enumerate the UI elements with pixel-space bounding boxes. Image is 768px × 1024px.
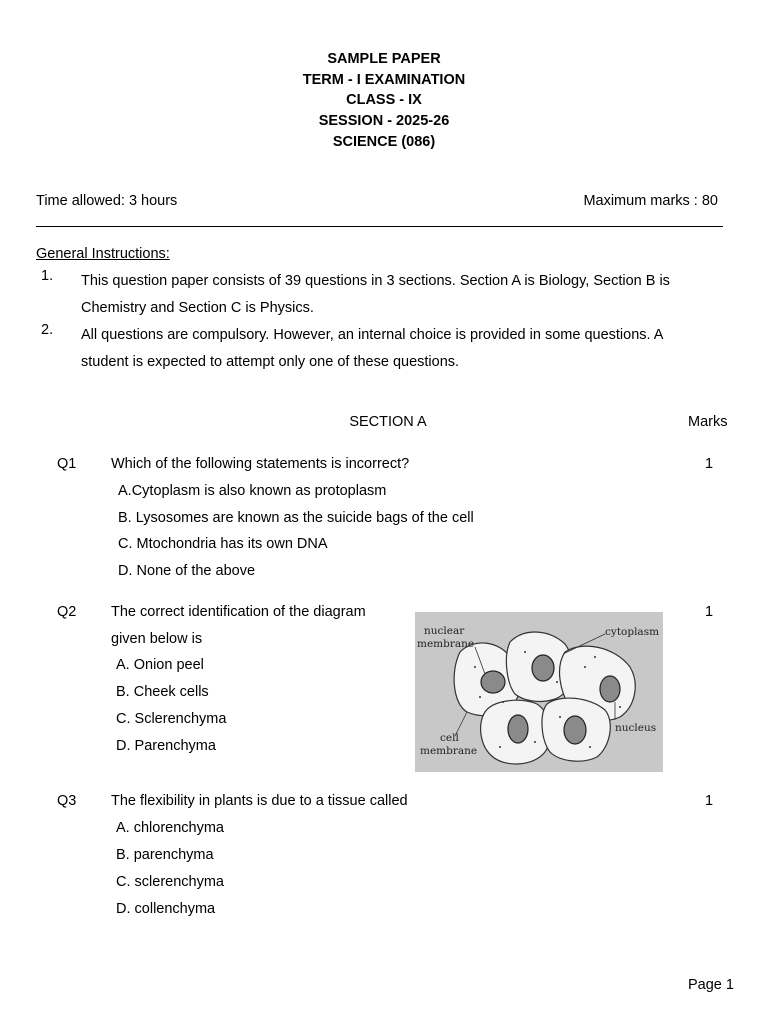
question-text: The flexibility in plants is due to a tissue called: [111, 793, 408, 809]
q1-option-c: C. Mtochondria has its own DNA: [118, 536, 328, 552]
q1-option-b: B. Lysosomes are known as the suicide bags of the cell: [118, 510, 474, 526]
nucleus-4: [508, 715, 528, 743]
label-nucleus: nucleus: [615, 722, 657, 734]
question-text: The correct identification of the diagram: [111, 604, 366, 620]
instruction-number: 1.: [41, 268, 54, 284]
question-number: Q3: [57, 793, 77, 809]
q3-option-c: C. sclerenchyma: [116, 874, 224, 890]
header-line-sample-paper: SAMPLE PAPER: [327, 51, 441, 67]
question-number: Q2: [57, 604, 77, 620]
q1-option-a: A.Cytoplasm is also known as protoplasm: [118, 483, 387, 499]
marks-header: Marks: [688, 414, 728, 430]
q3-option-b: B. parenchyma: [116, 847, 214, 863]
nucleus-5: [564, 716, 586, 744]
question-number: Q1: [57, 456, 77, 472]
instruction-text: All questions are compulsory. However, an internal choice is provided in some questions. A student is expected to attempt only one of these questions.: [81, 327, 663, 370]
question-marks: 1: [705, 793, 714, 809]
q2-option-d: D. Parenchyma: [116, 738, 216, 754]
paper-header: [0, 49, 768, 153]
q3-option-d: D. collenchyma: [116, 901, 216, 917]
q2-option-a: A. Onion peel: [116, 657, 204, 673]
header-line-subject: SCIENCE (086): [332, 133, 436, 150]
cheek-cells-diagram: [415, 612, 663, 772]
q3-option-a: A. chlorenchyma: [116, 820, 224, 836]
label-membrane-top: membrane: [417, 638, 475, 650]
page-number: Page 1: [688, 977, 734, 993]
q2-option-c: C. Sclerenchyma: [116, 711, 227, 727]
nucleus-2: [532, 655, 554, 681]
question-text: Which of the following statements is incorrect?: [111, 456, 410, 472]
nucleus-1: [481, 671, 505, 693]
nucleus-3: [600, 676, 620, 702]
q2-question-text-line-2: given below is: [111, 631, 203, 647]
question-marks: 1: [705, 456, 714, 472]
header-line-session: SESSION - 2025-26: [318, 113, 450, 130]
section-title: SECTION A: [349, 414, 427, 430]
time-allowed: Time allowed: 3 hours: [36, 193, 178, 209]
instruction-number: 2.: [41, 322, 54, 338]
label-membrane-bottom: membrane: [420, 745, 478, 757]
label-cell: cell: [440, 732, 459, 744]
instruction-text: This question paper consists of 39 questions in 3 sections. Section A is Biology, Section B is Chemistry and Section C is Physics.: [81, 273, 670, 316]
question-marks: 1: [705, 604, 714, 620]
header-line-class: CLASS - IX: [346, 92, 422, 109]
q1-option-d: D. None of the above: [118, 563, 256, 579]
label-cytoplasm: cytoplasm: [605, 626, 660, 638]
label-nuclear: nuclear: [424, 625, 465, 637]
header-divider: [36, 226, 723, 227]
header-line-term: TERM - I EXAMINATION: [302, 71, 466, 88]
maximum-marks: Maximum marks : 80: [583, 193, 718, 209]
q2-option-b: B. Cheek cells: [116, 684, 209, 700]
general-instructions-title: General Instructions:: [36, 246, 170, 262]
